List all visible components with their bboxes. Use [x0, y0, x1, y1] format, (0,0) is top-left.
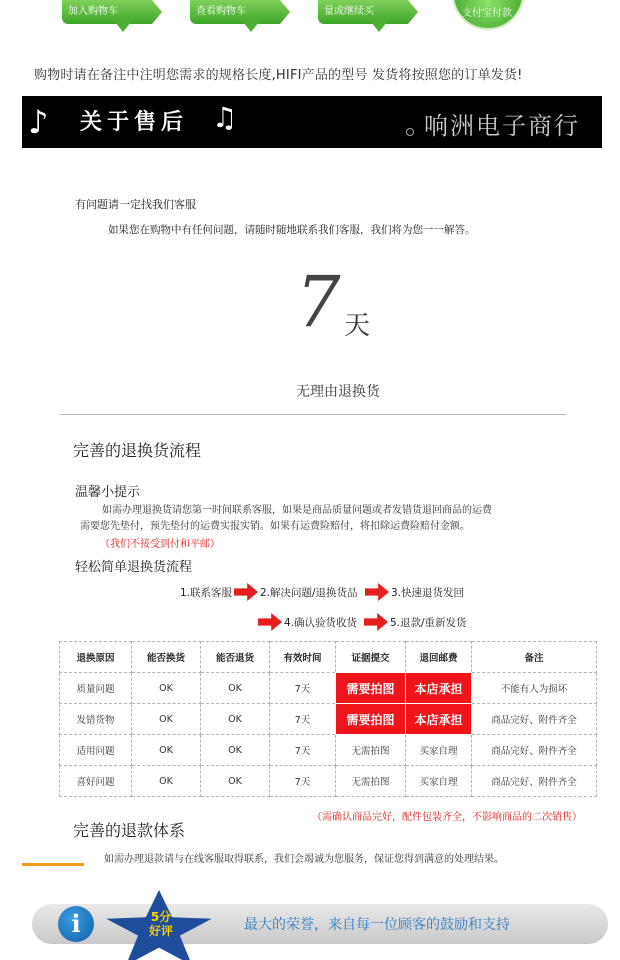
table-cell: OK: [201, 673, 270, 704]
table-header: 证据提交: [336, 642, 406, 673]
banner-title: 关于售后: [80, 110, 189, 135]
red-arrow-icon: [365, 583, 389, 601]
arrow-tip-icon: [112, 18, 134, 32]
table-row: [60, 704, 597, 735]
badge-line-1: 5分: [150, 910, 172, 924]
step-2: 2.解决问题/退换货品: [260, 587, 358, 599]
table-header: 有效时间: [270, 642, 336, 673]
alipay-pay-button[interactable]: [452, 0, 524, 30]
table-cell: 7天: [270, 766, 336, 797]
table-cell: 质量问题: [60, 673, 132, 704]
table-header: 能否退货: [201, 642, 270, 673]
circle-dot-icon: [406, 128, 414, 136]
confirm-note: （需确认商品完好，配件包装齐全，不影响商品的二次销售）: [312, 812, 582, 823]
view-cart-button[interactable]: [190, 0, 294, 30]
view-cart-label: 查看购物车: [196, 6, 246, 17]
refund-desc: 如需办理退款请与在线客服取得联系，我们会竭诚为您服务，保证您得到满意的处理结果。: [104, 854, 504, 865]
table-header: 能否换货: [132, 642, 201, 673]
continue-shopping-label: 量或继续买: [324, 6, 374, 17]
return-policy-table: [59, 641, 597, 797]
info-icon: i: [58, 906, 94, 942]
table-header: 备注: [472, 642, 597, 673]
red-arrow-icon: [364, 613, 388, 631]
arrow-tip-icon: [240, 18, 262, 32]
add-to-cart-label: 加入购物车: [68, 6, 118, 17]
table-cell: 商品完好、附件齐全: [472, 704, 597, 735]
no-reason-return-label: 无理由退换货: [296, 384, 380, 400]
table-cell: OK: [132, 673, 201, 704]
customer-service-title: 有问题请一定找我们客服: [75, 198, 196, 211]
step-5: 5.退款/重新发货: [390, 617, 467, 629]
red-arrow-icon: [234, 583, 258, 601]
table-cell-highlight: 本店承担: [406, 704, 472, 735]
table-row: [60, 766, 597, 797]
alipay-pay-label: 支付宝付款: [462, 8, 512, 19]
seven-number: 7: [296, 261, 341, 343]
table-header-row: [60, 642, 597, 673]
table-cell-highlight: 需要拍图: [336, 673, 406, 704]
music-note-icon: ♫: [212, 101, 238, 134]
table-cell: 商品完好、附件齐全: [472, 766, 597, 797]
step-1: 1.联系客服: [180, 587, 233, 599]
add-to-cart-button[interactable]: [62, 0, 166, 30]
step-3: 3.快速退货发回: [391, 587, 465, 599]
table-cell: 买家自理: [406, 766, 472, 797]
tips-note: （我们不接受到付和平邮）: [100, 539, 220, 550]
table-cell: OK: [201, 766, 270, 797]
table-header: 退换原因: [60, 642, 132, 673]
table-cell: 商品完好、附件齐全: [472, 735, 597, 766]
shop-name: 响洲电子商行: [424, 112, 580, 140]
table-cell: 7天: [270, 704, 336, 735]
customer-service-desc: 如果您在购物中有任何问题，请随时随地联系我们客服，我们将为您一一解答。: [108, 224, 476, 236]
table-cell: OK: [132, 766, 201, 797]
table-cell: 7天: [270, 673, 336, 704]
table-cell: 7天: [270, 735, 336, 766]
return-process-title: 完善的退换货流程: [73, 441, 202, 460]
continue-shopping-button[interactable]: [318, 0, 422, 30]
table-cell: 适用问题: [60, 735, 132, 766]
refund-title: 完善的退款体系: [73, 821, 186, 840]
table-cell: OK: [132, 735, 201, 766]
arrow-tip-icon: [368, 18, 390, 32]
table-cell: OK: [201, 704, 270, 735]
tips-line-1: 如需办理退换货请您第一时间联系客服，如果是商品质量问题或者发错货退回商品的运费: [102, 505, 492, 516]
tips-title: 温馨小提示: [75, 485, 141, 500]
table-cell: OK: [132, 704, 201, 735]
table-cell: 无需拍图: [336, 735, 406, 766]
music-note-icon: ♪: [28, 103, 49, 141]
days-unit: 天: [344, 311, 371, 341]
steps-title: 轻松简单退换货流程: [75, 560, 193, 575]
order-notice: 购物时请在备注中注明您需求的规格长度,HIFI产品的型号 发货将按照您的订单发货!: [34, 68, 523, 83]
table-cell-highlight: 需要拍图: [336, 704, 406, 735]
table-cell: 发错货物: [60, 704, 132, 735]
table-row: [60, 673, 597, 704]
table-cell: OK: [201, 735, 270, 766]
footer-slogan: 最大的荣誉，来自每一位顾客的鼓励和支持: [244, 917, 510, 933]
table-cell: 喜好问题: [60, 766, 132, 797]
orange-accent-line: [22, 863, 84, 866]
table-cell: 不能有人为损坏: [472, 673, 597, 704]
after-sales-banner: [22, 96, 602, 148]
step-4: 4.确认验货收货: [284, 617, 358, 629]
badge-line-2: 好评: [148, 924, 173, 938]
table-cell: 无需拍图: [336, 766, 406, 797]
table-header: 退回邮费: [406, 642, 472, 673]
divider: [60, 414, 566, 415]
table-row: [60, 735, 597, 766]
five-star-rating-badge: [140, 910, 182, 938]
red-arrow-icon: [258, 613, 282, 631]
table-cell-highlight: 本店承担: [406, 673, 472, 704]
tips-line-2: 需要您先垫付，预先垫付的运费实报实销。如果有运费险赔付，将扣除运费险赔付金额。: [80, 521, 470, 532]
table-cell: 买家自理: [406, 735, 472, 766]
